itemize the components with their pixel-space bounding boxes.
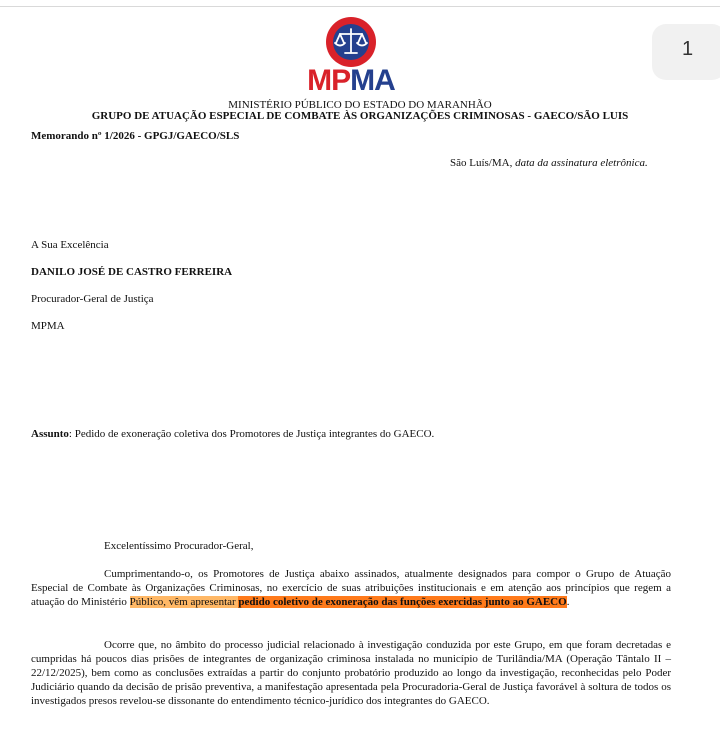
greeting: Excelentíssimo Procurador-Geral, [104, 540, 254, 552]
scales-of-justice-icon [325, 16, 377, 68]
group-name: GRUPO DE ATUAÇÃO ESPECIAL DE COMBATE ÀS ORGANIZAÇÕES CRIMINOSAS - GAECO/SÃO LUIS [91, 110, 629, 122]
recipient-org: MPMA [31, 320, 65, 332]
mpma-logo [291, 16, 411, 98]
subject-line: Assunto: Pedido de exoneração coletiva dos Promotores de Justiça integrantes do GAECO. [31, 428, 435, 440]
paragraph-request: Cumprimentando-o, os Promotores de Justiça abaixo assinados, atualmente designados para compor o Grupo de Atuação Especial de Combate às Organizações Criminosas, no exercício de suas atribuições institucionais e em atenção aos princípios que regem a atuação do Ministério Público, vêm apresentar pedido coletivo de exoneração das funções exercidas junto ao GAECO. [31, 568, 671, 608]
highlighted-request: pedido coletivo de exoneração das funções exercidas junto ao GAECO [238, 596, 567, 608]
paragraph-context: Ocorre que, no âmbito do processo judicial relacionado à investigação conduzida por este Grupo, em que foram decretadas e cumpridas há poucos dias prisões de integrantes de organização criminosa instalada no município de Turilândia/MA (Operação Tântalo II – 22/12/2025), bem como as conclusões extraídas a partir do conjunto probatório produzido ao longo da investigação, reconhecidas pelo Poder Judiciário quando da decisão de prisão preventiva, a manifestação apresentada pela Procuradoria-Geral de Justiça favorável à soltura de todos os investigados presos revelou-se dissonante do entendimento técnico-jurídico dos integrantes do GAECO. [31, 639, 671, 707]
recipient-name: DANILO JOSÉ DE CASTRO FERREIRA [31, 266, 233, 278]
highlighted-text: Público, vêm apresentar [129, 596, 239, 608]
page-number-badge [652, 24, 720, 80]
recipient-role: Procurador-Geral de Justiça [31, 293, 154, 305]
institution-name: MINISTÉRIO PÚBLICO DO ESTADO DO MARANHÃO [228, 99, 492, 111]
date-line: São Luís/MA, data da assinatura eletrônica. [450, 157, 648, 169]
memo-number: Memorando nº 1/2026 - GPGJ/GAECO/SLS [31, 130, 240, 142]
salutation: A Sua Excelência [31, 239, 109, 251]
top-divider [0, 6, 720, 7]
page-number: 1 [682, 38, 694, 60]
mpma-logo-text: MPMA [307, 64, 395, 97]
